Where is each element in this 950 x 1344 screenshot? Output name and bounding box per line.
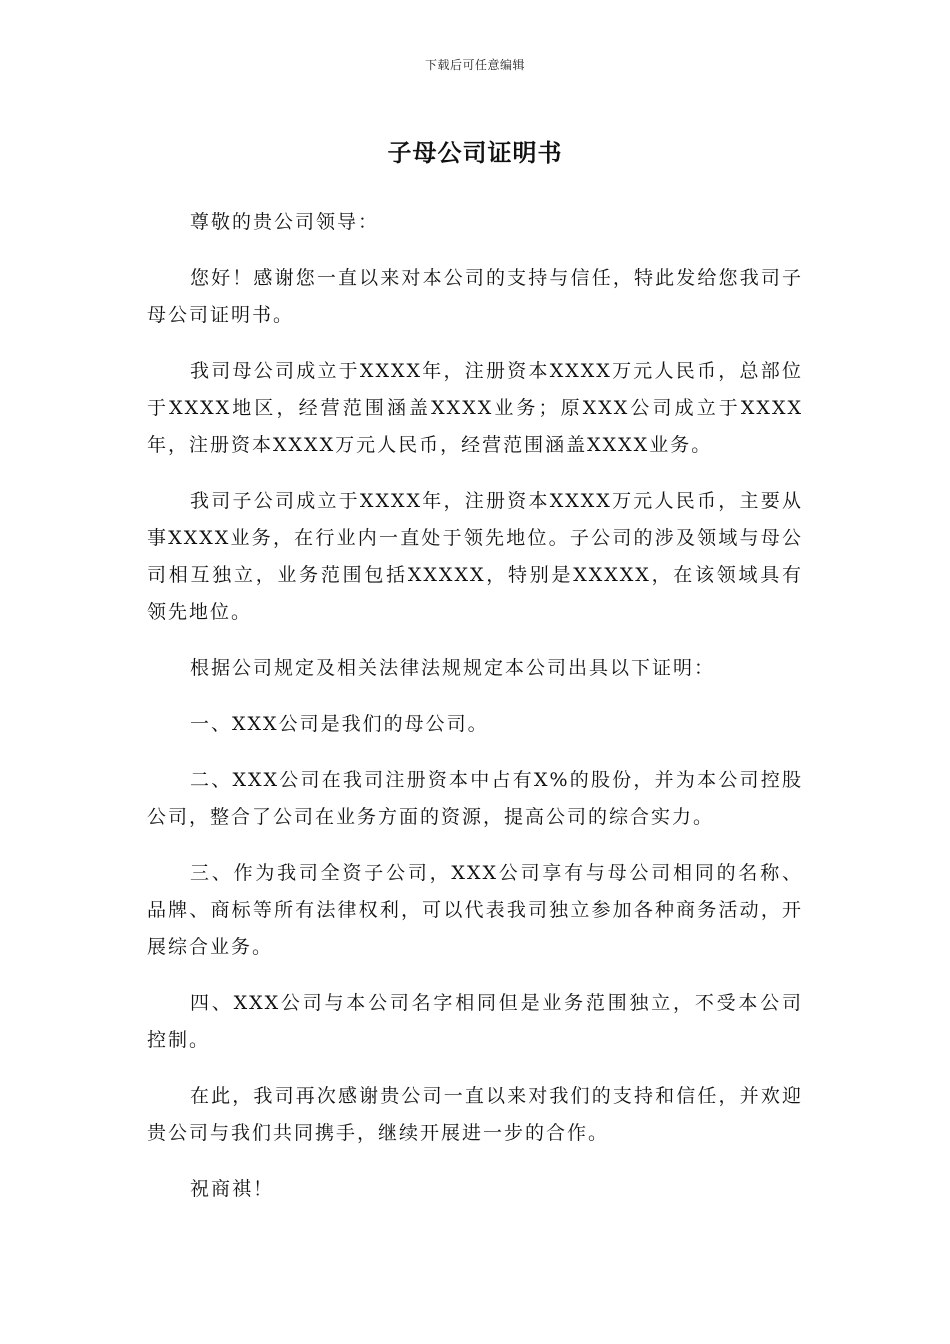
- certification-item-1: 一、XXX公司是我们的母公司。: [190, 713, 489, 735]
- closing-wish: 祝商祺！: [190, 1178, 275, 1200]
- paragraph-subsidiary: 我司子公司成立于XXXX年，注册资本XXXX万元人民币，主要从事XXXX业务，在行业内一直处于领先地位。子公司的涉及领域与母公司相互独立，业务范围包括XXXXX，特别是XXXXX，在该领域具有领先地位。: [147, 490, 803, 623]
- document-body: [147, 204, 803, 1208]
- paragraph-parent-company: 我司母公司成立于XXXX年，注册资本XXXX万元人民币，总部位于XXXX地区，经营范围涵盖XXXX业务；原XXX公司成立于XXXX年，注册资本XXXX万元人民币，经营范围涵盖XXXX业务。: [147, 360, 803, 456]
- certification-item-2: 二、XXX公司在我司注册资本中占有X%的股份，并为本公司控股公司，整合了公司在业务方面的资源，提高公司的综合实力。: [147, 769, 803, 828]
- paragraph-certification-intro: 根据公司规定及相关法律法规规定本公司出具以下证明：: [190, 657, 716, 679]
- certification-item-4: 四、XXX公司与本公司名字相同但是业务范围独立，不受本公司控制。: [147, 992, 803, 1051]
- paragraph-thanks: 在此，我司再次感谢贵公司一直以来对我们的支持和信任，并欢迎贵公司与我们共同携手，继续开展进一步的合作。: [147, 1085, 803, 1144]
- certification-item-3: 三、作为我司全资子公司，XXX公司享有与母公司相同的名称、品牌、商标等所有法律权利，可以代表我司独立参加各种商务活动，开展综合业务。: [147, 862, 803, 958]
- salutation: 尊敬的贵公司领导：: [190, 211, 380, 233]
- header-note: 下载后可任意编辑: [424, 58, 525, 72]
- document-title: 子母公司证明书: [387, 139, 563, 167]
- paragraph-greeting: 您好！感谢您一直以来对本公司的支持与信任，特此发给您我司子母公司证明书。: [147, 267, 803, 326]
